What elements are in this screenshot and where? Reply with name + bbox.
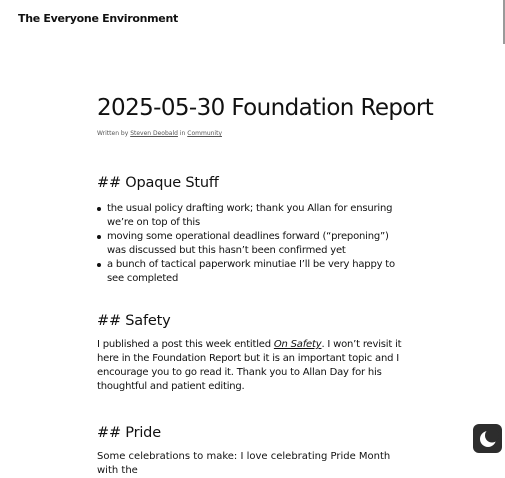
byline (97, 129, 409, 138)
theme-toggle-button[interactable] (473, 424, 502, 453)
on-safety-link[interactable]: On Safety (273, 339, 322, 350)
list-item (97, 202, 409, 230)
byline-prefix: Written by (97, 130, 129, 137)
pride-paragraph: Some celebrations to make: I love celebrating Pride Month with the (97, 451, 391, 476)
list-item-text: moving some operational deadlines forward (“preponing”) was discussed but this hasn’t been confirmed yet (107, 231, 389, 256)
byline-middle: in (179, 130, 186, 137)
safety-text-before: I published a post this week entitled (97, 339, 274, 350)
post-content (97, 94, 434, 476)
safety-paragraph (97, 338, 409, 394)
list-item (97, 258, 409, 286)
bullet-icon (97, 263, 101, 267)
opaque-stuff-list (97, 202, 409, 286)
safety-text-after: . I won’t revisit it here in the Foundation Report but it is an important topic and I encourage you to go read it. Thank you to Allan Day for his thoughtful and patient editing. (97, 339, 402, 392)
moon-icon (478, 429, 498, 449)
section-heading-pride: ## Pride (97, 425, 161, 441)
post-title: 2025-05-30 Foundation Report (97, 95, 434, 121)
site-title-link[interactable]: The Everyone Environment (18, 12, 178, 25)
category-link[interactable]: Community (187, 130, 222, 137)
bullet-icon (97, 207, 101, 211)
author-link[interactable]: Steven Deobald (130, 130, 178, 137)
site-header (18, 7, 178, 26)
section-heading-opaque-stuff: ## Opaque Stuff (97, 175, 219, 191)
bullet-icon (97, 235, 101, 239)
list-item (97, 230, 409, 258)
list-item-text: a bunch of tactical paperwork minutiae I’ll be very happy to see completed (107, 259, 395, 284)
list-item-text: the usual policy drafting work; thank you Allan for ensuring we’re on top of this (107, 203, 393, 228)
section-heading-safety: ## Safety (97, 313, 171, 329)
